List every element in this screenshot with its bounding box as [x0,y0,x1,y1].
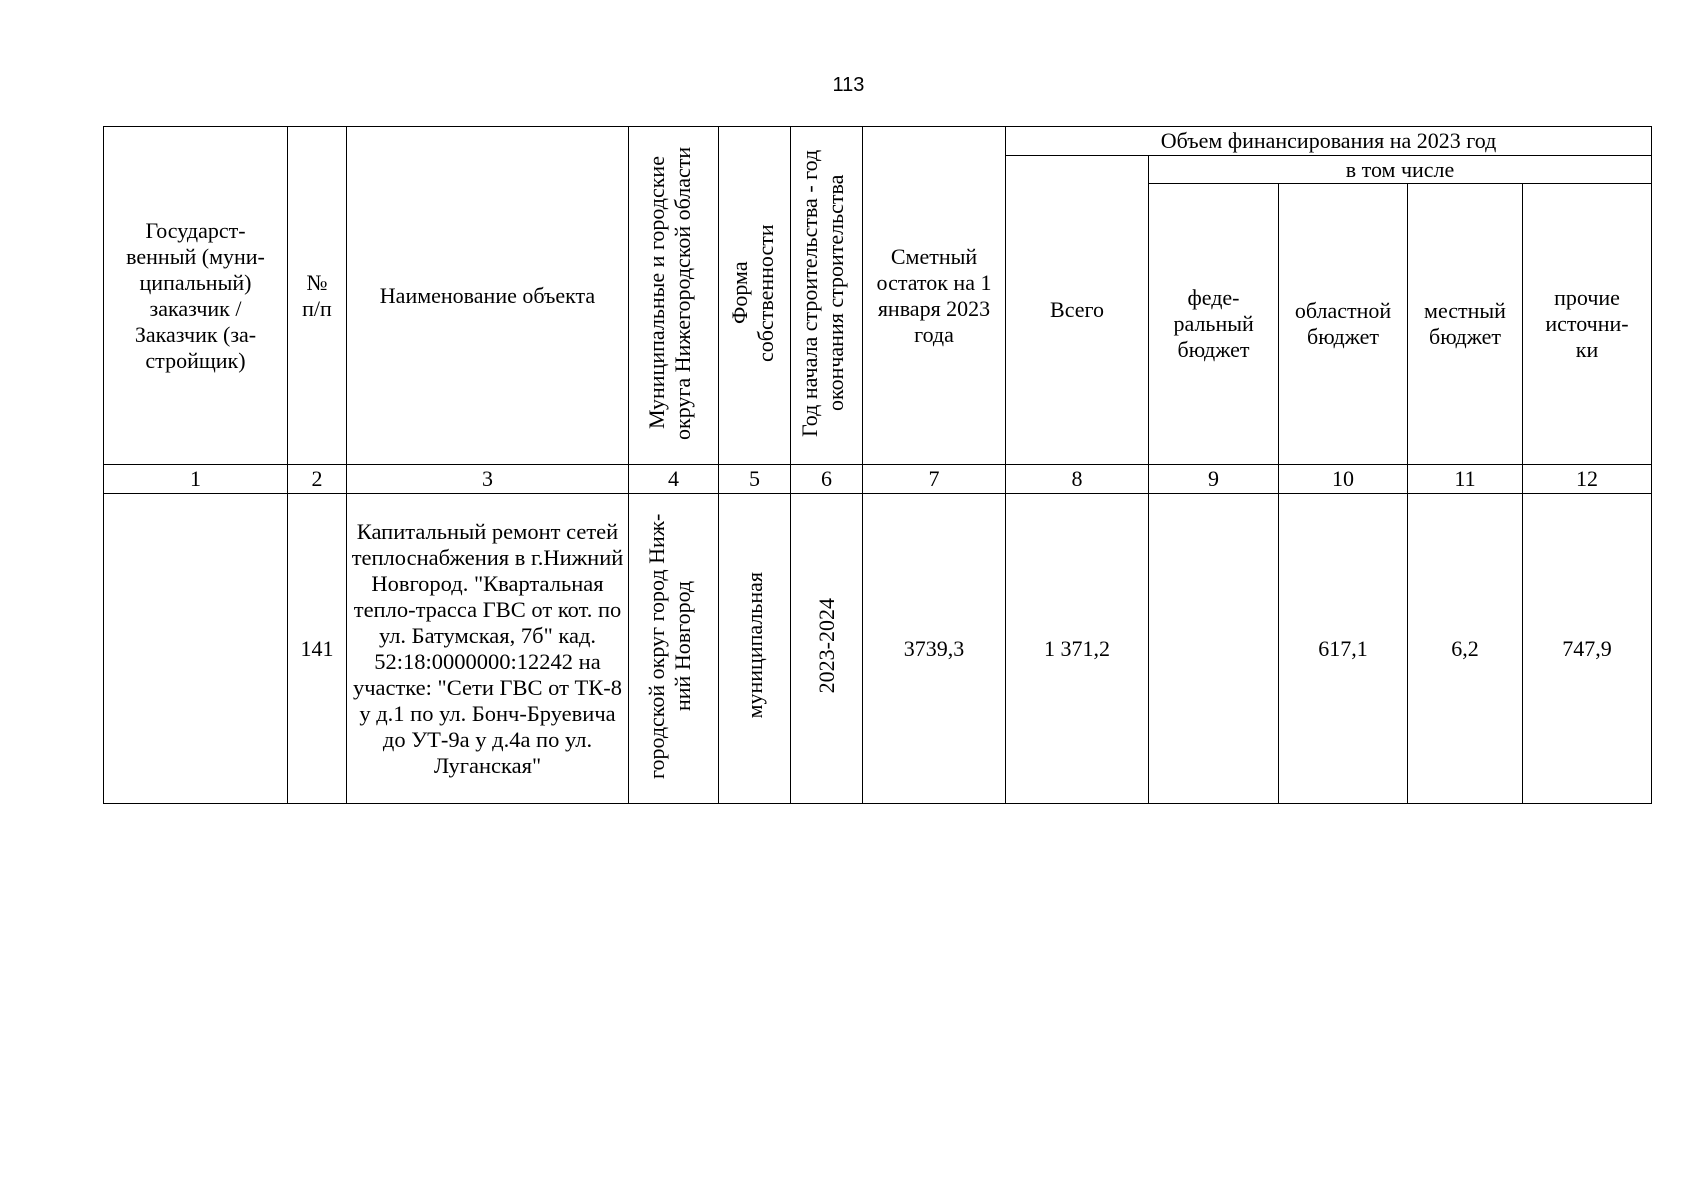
column-number: 5 [719,465,791,494]
cell-other: 747,9 [1523,494,1652,804]
header-estimate-balance: Сметный остаток на 1 января 2023 года [863,127,1006,465]
header-local: местный бюджет [1408,184,1523,465]
column-number: 6 [791,465,863,494]
cell-local: 6,2 [1408,494,1523,804]
cell-row-number: 141 [288,494,347,804]
header-customer: Государст-венный (муни-ципальный) заказчик / Заказчик (за-стройщик) [104,127,288,465]
cell-customer [104,494,288,804]
cell-ownership: муниципальная [719,494,791,804]
header-regional: областной бюджет [1279,184,1408,465]
table-row [104,494,1652,804]
header-funding-group: Объем финансирования на 2023 год [1006,127,1652,156]
cell-estimate-balance: 3739,3 [863,494,1006,804]
header-ownership: Форма собственности [719,127,791,465]
cell-municipality: городской округ город Ниж-ний Новгород [629,494,719,804]
header-total: Всего [1006,156,1149,465]
header-row [104,127,1652,156]
column-number: 2 [288,465,347,494]
header-other: прочие источни-ки [1523,184,1652,465]
header-municipality: Муниципальные и городские округа Нижегородской области [629,127,719,465]
column-number: 10 [1279,465,1408,494]
column-number: 11 [1408,465,1523,494]
cell-object-name: Капитальный ремонт сетей теплоснабжения в г.Нижний Новгород. "Квартальная тепло-трасса ГВС от кот. по ул. Батумская, 7б" кад. 52:18:0000000:12242 на участке: "Сети ГВС от ТК-8 у д.1 по ул. Бонч-Бруевича до УТ-9а у д.4а по ул. Луганская" [347,494,629,804]
cell-federal [1149,494,1279,804]
cell-years: 2023-2024 [791,494,863,804]
financing-table [103,126,1652,804]
header-including: в том числе [1149,156,1652,184]
column-number: 3 [347,465,629,494]
column-number: 4 [629,465,719,494]
cell-regional: 617,1 [1279,494,1408,804]
header-federal: феде-ральный бюджет [1149,184,1279,465]
page-number: 113 [832,74,865,96]
column-number: 9 [1149,465,1279,494]
column-number: 7 [863,465,1006,494]
column-number-row [104,465,1652,494]
header-row-number: № п/п [288,127,347,465]
column-number: 1 [104,465,288,494]
header-object-name: Наименование объекта [347,127,629,465]
column-number: 8 [1006,465,1149,494]
header-years: Год начала строительства - год окончания строительства [791,127,863,465]
cell-total: 1 371,2 [1006,494,1149,804]
column-number: 12 [1523,465,1652,494]
